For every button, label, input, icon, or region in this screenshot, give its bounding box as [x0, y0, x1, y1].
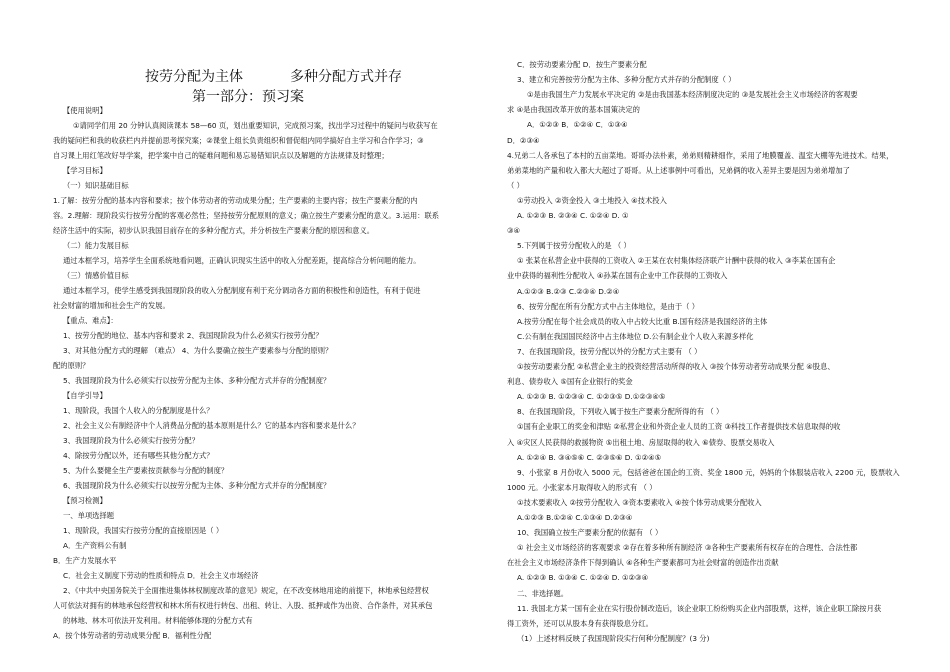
text-line: B．生产力发展水平	[53, 556, 117, 565]
text-line: 弟弟菜地的产量和收入都大大超过了哥哥。从上述事例中可看出，兄弟俩的收入差异主要是因为弟弟增加了	[507, 165, 850, 175]
text-line: C．按劳动要素分配 D．按生产要素分配	[517, 60, 647, 69]
text-line: 9、小张家 8 月份收入 5000 元，包括爸爸在国企的工资、奖金 1800 元，妈妈的个体服装店收入 2200 元，股票收入	[517, 467, 900, 477]
text-line: ①请同学们用 20 分钟认真阅读课本 58—60 页，划出重要知识，完成预习案，找出学习过程中的疑问与收获写在	[73, 121, 438, 130]
text-line: 求 ④是由我国改革开放的基本国策决定的	[507, 105, 640, 115]
text-line: 1、现阶段，我国个人收入的分配制度是什么？	[63, 406, 214, 415]
text-line: 2、社会主义公有制经济中个人消费品分配的基本原则是什么？它的基本内容和要求是什么？	[63, 421, 360, 430]
text-line: 在社会主义市场经济条件下得到确认 ④各种生产要素都可为社会财富的创造作出贡献	[507, 558, 779, 568]
text-line: 3、建立和完善按劳分配为主体、多种分配方式并存的分配制度（ ）	[517, 75, 736, 85]
text-line: 自习课上用红笔改好导学案，把学案中自己的疑难问题和易忘易错知识点以及解题的方法规律及时整理；	[53, 151, 389, 160]
text-line: （一）知识基础目标	[63, 181, 129, 190]
text-line: ①是由我国生产力发展水平决定的 ②是由我国基本经济制度决定的 ③是发展社会主义市场经济的客观要	[527, 90, 858, 100]
text-line: 【学习目标】	[63, 166, 107, 175]
text-line: 2、《中共中央国务院关于全面推进集体林权制度改革的意见》规定，在不改变林地用途的前提下，林地承包经营权	[63, 586, 429, 595]
text-line: A. ①②③ B. ①②③④ C. ①②③⑤ D.①②③④⑤	[517, 392, 666, 402]
text-line: 社会财富的增加和社会生产的发展。	[53, 301, 170, 310]
text-line: 5、为什么要健全生产要素按贡献参与分配的制度？	[63, 466, 229, 475]
text-line: 人可依法对拥有的林地承包经营权和林木所有权进行转包、出租、转让、入股、抵押或作为出资、合作条件，对其承包	[53, 601, 433, 610]
title-main: 按劳分配为主体	[145, 69, 243, 85]
text-line: 得工资外，还可以从股本身有获得股息分红。	[507, 618, 653, 628]
text-line: A.①②③ B.②③ C.②③④ D.②④	[517, 286, 620, 296]
text-line: 7、在我国现阶段，按劳分配以外的分配方式主要有 （ ）	[517, 346, 702, 356]
text-line: 通过本框学习，培养学生全面系统地看问题，正确认识现实生活中的收入分配差距，提高综合分析问题的能力。	[63, 256, 421, 265]
text-line: 容。2.理解：现阶段实行按劳分配的客观必然性；坚持按劳分配原则的意义；确立按生产要素分配的意义。3.运用：联系	[53, 211, 440, 220]
text-line: ③④	[507, 226, 521, 236]
text-line: 8、在我国现阶段，下列收入属于按生产要素分配所得的有 （ ）	[517, 407, 724, 417]
text-line: 1.了解：按劳分配的基本内容和要求；按个体劳动者的劳动成果分配；生产要素的主要内容；按生产要素分配的内	[53, 196, 418, 205]
text-line: （三）情感价值目标	[63, 271, 129, 280]
text-line: 4.兄弟二人各承包了本村的五亩菜地。哥哥办法朴素，弟弟则精耕细作，采用了地膜覆盖、温室大棚等先进技术。结果，	[507, 150, 894, 160]
text-line: 6、按劳分配在所有分配方式中占主体地位，是由于（ ）	[517, 301, 700, 311]
text-line: 3、对其他分配方式的理解 （难点） 4、为什么要确立按生产要素参与分配的原则？	[63, 346, 333, 355]
text-line: 经济生活中的实际，初步认识我国目前存在的多种分配方式，并分析按生产要素分配的原因和意义。	[53, 226, 375, 235]
text-line: ①国有企业职工的奖金和津贴 ②私营企业和外资企业人员的工资 ③科技工作者提供技术信息取得的收	[517, 422, 841, 432]
text-line: ① 社会主义市场经济的客观要求 ②存在着多种所有制经济 ③各种生产要素所有权存在的合理性、合法性都	[517, 543, 858, 553]
text-line: 【使用说明】	[63, 106, 107, 115]
text-line: 我的疑问栏和我的收获栏内并提前思考探究案；②课堂上组长负责组织和督促组内同学搞好自主学习和合作学习；③	[53, 136, 424, 145]
text-line: 【自学引导】	[63, 391, 107, 400]
text-line: 1000 元。小张家本月取得收入的形式有 （ ）	[507, 482, 657, 492]
text-line: 入 ④灾区人民获得的救援物资 ⑤出租土地、房屋取得的收入 ⑥债券、股票交易收入	[507, 437, 775, 447]
text-line: （1）上述材料反映了我国现阶段实行何种分配制度？(3 分)	[517, 633, 710, 643]
text-line: 11. 我国北方某一国有企业在实行股份制改造后，该企业职工纷纷购买企业内部股票，这样，该企业职工除按月获	[517, 603, 882, 613]
text-line: 业中获得的福利性分配收入 ④孙某在国有企业中工作获得的工资收入	[507, 271, 728, 281]
text-line: 【重点、难点】：	[63, 316, 118, 325]
text-line: ①按劳动要素分配 ②私营企业主的投资经营活动所得的收入 ③按个体劳动者劳动成果分配 ④股息、	[517, 362, 835, 371]
text-line: A. ①②③ B. ②③④ C. ①②④ D. ①	[517, 211, 629, 220]
text-line: A．生产资料公有制	[63, 541, 127, 550]
text-line: 通过本框学习，使学生感受到我国现阶段的收入分配制度有利于充分调动各方面的积极性和创造性，有利于促进	[63, 286, 421, 295]
text-line: D．②③④	[507, 135, 540, 145]
text-line: 4、除按劳分配以外，还有哪些其他分配方式？	[63, 451, 214, 460]
text-line: 的林地、林木可依法开发利用。材料能够体现的分配方式有	[63, 616, 253, 625]
text-line: 一、单项选择题	[63, 511, 115, 520]
text-line: ①技术要素收入 ②按劳分配收入 ③资本要素收入 ④按个体劳动成果分配收入	[517, 497, 762, 507]
text-line: 利息、债券收入 ⑤国有企业银行的奖金	[507, 377, 633, 387]
section-heading: 第一部分：预习案	[192, 89, 304, 105]
text-line: ①劳动投入 ②资金投入 ③土地投入 ④技术投入	[517, 195, 667, 205]
text-line: C．社会主义制度下劳动的性质和特点 D．社会主义市场经济	[63, 571, 259, 580]
text-line: A．①②③ B．①②④ C．①③④	[527, 120, 628, 130]
text-line: 6、我国现阶段为什么必须实行以按劳分配为主体、多种分配方式并存的分配制度？	[63, 481, 331, 490]
text-line: 二、非选择题。	[517, 588, 569, 598]
text-line: 5.下列属于按劳分配收入的是 （ ）	[517, 241, 631, 251]
text-line: 配的原则？	[53, 361, 90, 370]
text-line: C.公有制在我国国民经济中占主体地位 D.公有制企业个人收入来源多样化	[517, 331, 754, 341]
text-line: 1、按劳分配的地位、基本内容和要求 2、我国现阶段为什么必须实行按劳分配？	[63, 331, 323, 340]
text-line: 1、现阶段，我国实行按劳分配的直接原因是（ ）	[63, 526, 224, 535]
text-line: ① 张某在私营企业中获得的工资收入 ②王某在农村集体经济联产计酬中获得的收入 ③李某在国有企	[517, 256, 836, 266]
text-line: 5、我国现阶段为什么必须实行以按劳分配为主体、多种分配方式并存的分配制度？	[63, 376, 331, 385]
text-line: A．按个体劳动者的劳动成果分配 B．福利性分配	[53, 631, 212, 640]
text-line: 【预习检测】	[63, 496, 107, 505]
text-line: A. ①②③ B. ①③④ C. ①②④ D. ①②③④	[517, 573, 649, 583]
text-line: 10、我国确立按生产要素分配的依据有 （ ）	[517, 528, 663, 538]
text-line: 3、我国现阶段为什么必须实行按劳分配？	[63, 436, 199, 445]
text-line: A. ①②④ B. ③④⑤⑥ C. ②③⑤⑥ D. ①②④⑤	[517, 452, 662, 462]
text-line: A.按劳分配在每个社会成员的收入中占较大比重 B.国有经济是我国经济的主体	[517, 316, 768, 326]
text-line: （ ）	[507, 180, 524, 190]
text-line: A.①②③ B.①②④ C.①③④ D.②③④	[517, 513, 633, 522]
title-sub: 多种分配方式并存	[290, 69, 402, 85]
text-line: （二）能力发展目标	[63, 241, 129, 250]
